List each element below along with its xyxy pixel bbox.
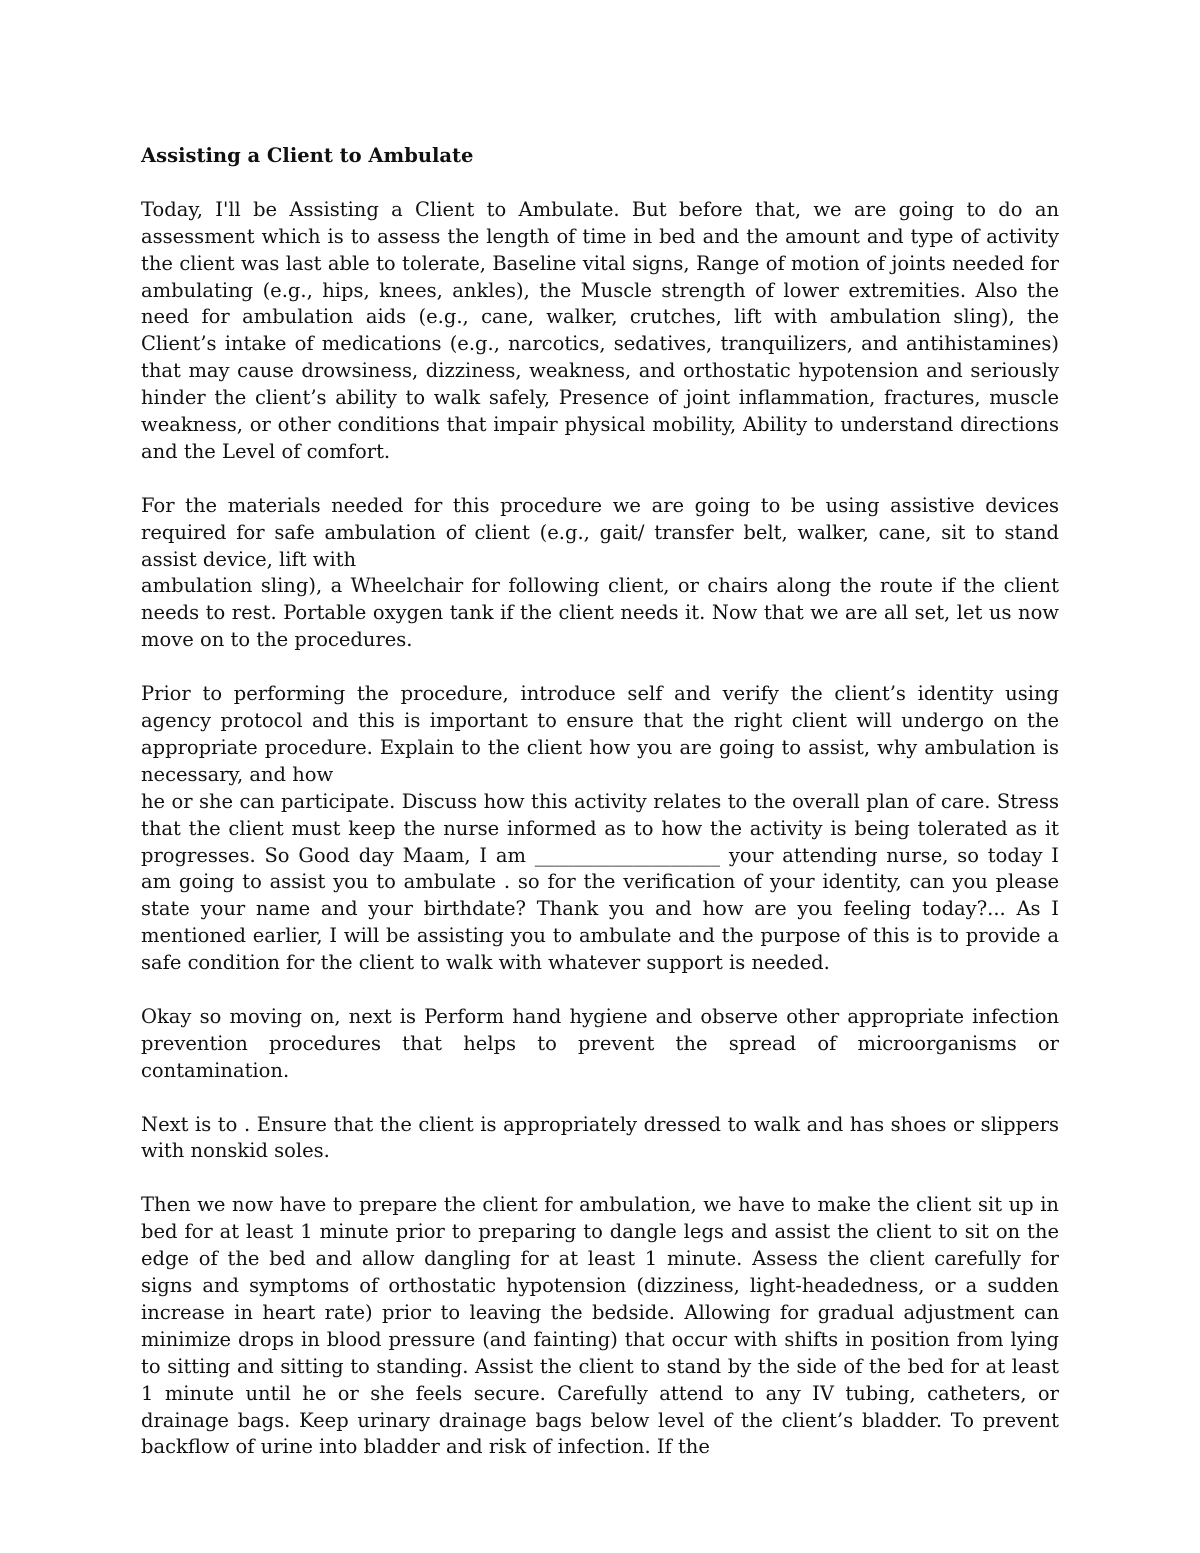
introduction-paragraph-part-1: Prior to performing the procedure, introduce self and verify the client’s identity using agency protocol and this is important to ensure that the right client will undergo on the appropriate procedure. Explain to the client how you are going to assist, why ambulation is necessary, and how: [141, 682, 1059, 786]
document-body: [141, 143, 1059, 1488]
attire-paragraph: Next is to . Ensure that the client is appropriately dressed to walk and has shoes or slippers with nonskid soles.: [141, 1112, 1059, 1163]
document-title: Assisting a Client to Ambulate: [141, 144, 474, 167]
introduction-text-after-blank: your attending nurse, so today I am going to assist you to ambulate . so for the verification of your identity, can you please state your name and your birthdate? Thank you and how are you feeling today?... As I mentioned earlier, I will be assisting you to ambulate and the purpose of this is to provide a safe condition for the client to walk with whatever support is needed.: [141, 843, 1059, 975]
hand-hygiene-paragraph: Okay so moving on, next is Perform hand hygiene and observe other appropriate infection prevention procedures that helps to prevent the spread of microorganisms or contamination.: [141, 1004, 1059, 1082]
materials-paragraph-part-1: For the materials needed for this procedure we are going to be using assistive devices required for safe ambulation of client (e.g., gait/ transfer belt, walker, cane, sit to stand assist device, lift with: [141, 493, 1059, 571]
materials-paragraph-part-2: ambulation sling), a Wheelchair for following client, or chairs along the route if the client needs to rest. Portable oxygen tank if the client needs it. Now that we are all set, let us now move on to the procedures.: [141, 574, 1059, 652]
introduction-text-before-blank: he or she can participate. Discuss how this activity relates to the overall plan of care. Stress that the client must keep the nurse informed as to how the activity is being tolerated as it progresses. So Good day Maam, I am: [141, 789, 1059, 867]
materials-paragraph: [141, 493, 1059, 654]
introduction-paragraph-part-2: [141, 789, 1059, 977]
assessment-paragraph: Today, I'll be Assisting a Client to Ambulate. But before that, we are going to do an assessment which is to assess the length of time in bed and the amount and type of activity the client was last able to tolerate, Baseline vital signs, Range of motion of joints needed for ambulating (e.g., hips, knees, ankles), the Muscle strength of lower extremities. Also the need for ambulation aids (e.g., cane, walker, crutches, lift with ambulation sling), the Client’s intake of medications (e.g., narcotics, sedatives, tranquilizers, and antihistamines) that may cause drowsiness, dizziness, weakness, and orthostatic hypotension and seriously hinder the client’s ability to walk safely, Presence of joint inflammation, fractures, muscle weakness, or other conditions that impair physical mobility, Ability to understand directions and the Level of comfort.: [141, 197, 1059, 463]
nurse-name-blank: ___________________: [534, 843, 721, 867]
introduction-paragraph: [141, 681, 1059, 977]
preparation-paragraph: Then we now have to prepare the client for ambulation, we have to make the client sit up in bed for at least 1 minute prior to preparing to dangle legs and assist the client to sit on the edge of the bed and allow dangling for at least 1 minute. Assess the client carefully for signs and symptoms of orthostatic hypotension (dizziness, light-headedness, or a sudden increase in heart rate) prior to leaving the bedside. Allowing for gradual adjustment can minimize drops in blood pressure (and fainting) that occur with shifts in position from lying to sitting and sitting to standing. Assist the client to stand by the side of the bed for at least 1 minute until he or she feels secure. Carefully attend to any IV tubing, catheters, or drainage bags. Keep urinary drainage bags below level of the client’s bladder. To prevent backflow of urine into bladder and risk of infection. If the: [141, 1193, 1059, 1459]
